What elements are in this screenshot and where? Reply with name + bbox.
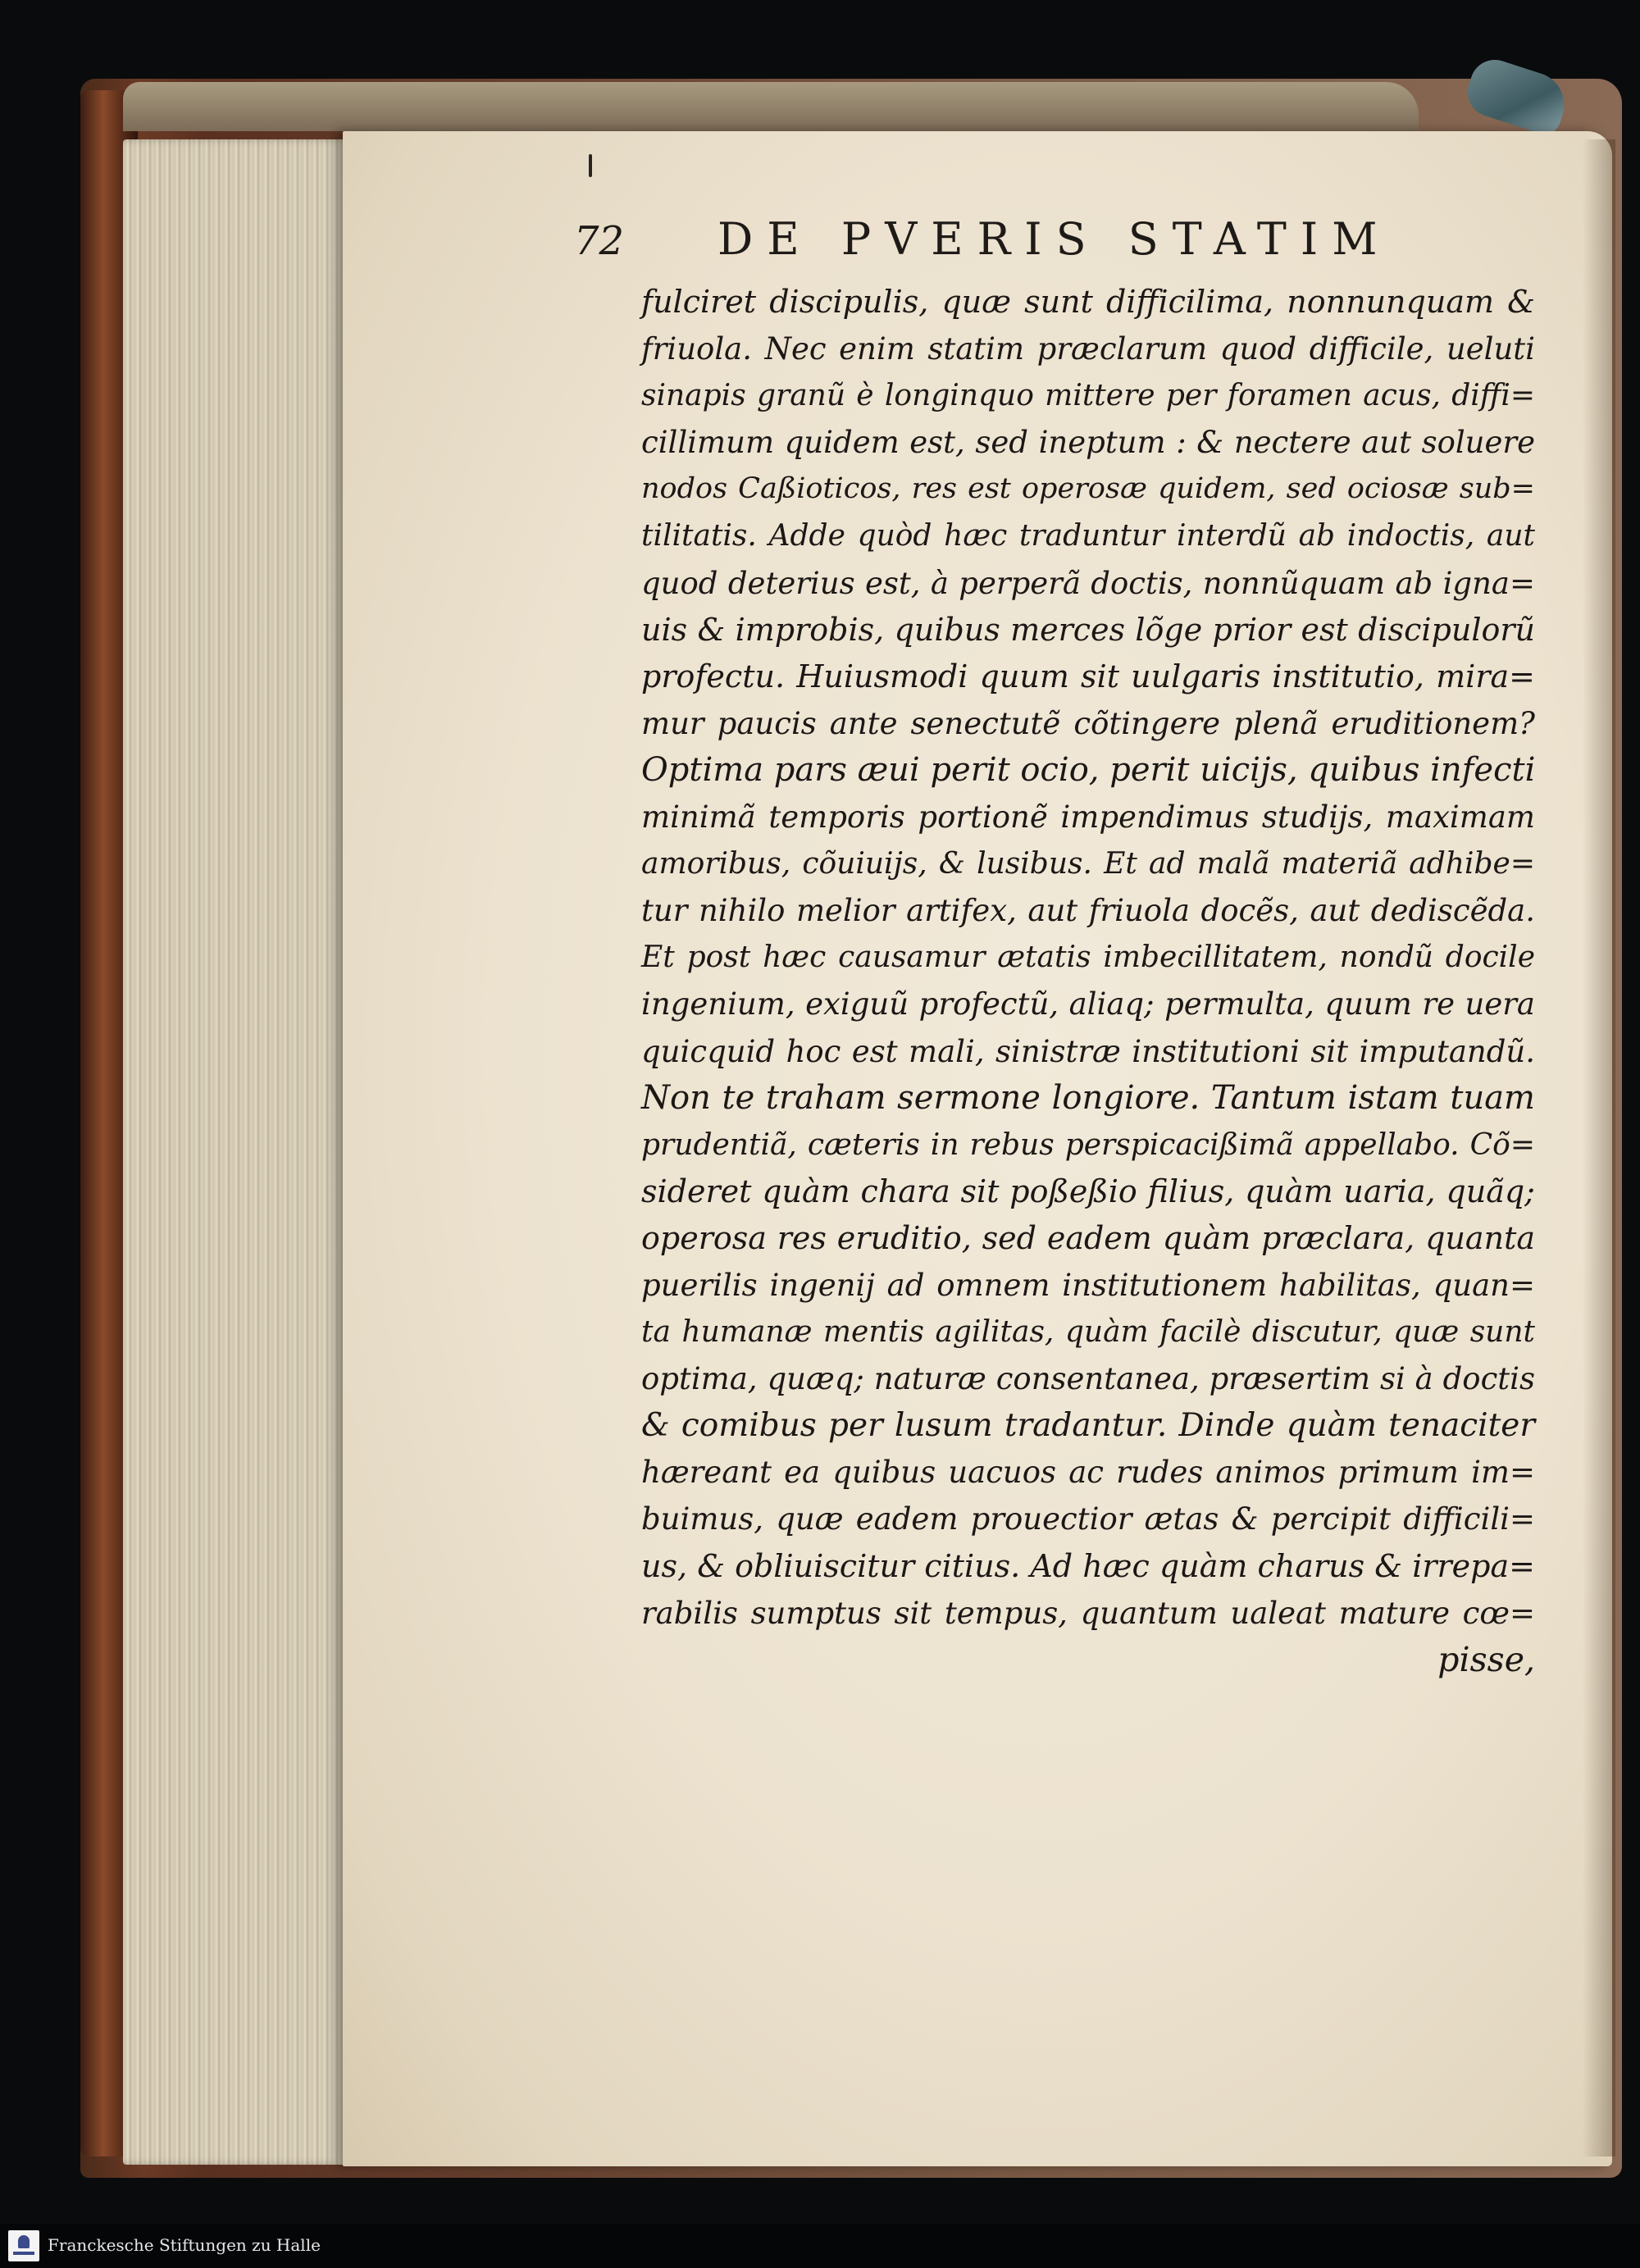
text-line: Optima pars æui perit ocio, perit uicijs, quibus infecti (641, 750, 1536, 789)
text-line: cillimum quidem est, sed ineptum : & nectere aut soluere (641, 425, 1535, 461)
text-line: rabilis sumptus sit tempus, quantum ualeat mature cœ= (641, 1595, 1535, 1631)
text-line: fulciret discipulis, quæ sunt difficilima, nonnunquam & (641, 284, 1535, 320)
text-line: buimus, quæ eadem prouectior ætas & percipit difficili= (641, 1501, 1535, 1537)
text-line: mur paucis ante senectutẽ cõtingere plenã eruditionem? (641, 705, 1535, 741)
institution-name: Franckesche Stiftungen zu Halle (48, 2235, 321, 2255)
text-line: profectu. Huiusmodi quum sit uulgaris institutio, mira= (641, 658, 1535, 695)
cover-top-edge (123, 82, 1419, 131)
text-line: ingenium, exiguũ profectũ, aliaq; permulta, quum re uera (641, 986, 1535, 1022)
running-head-title: DE PVERIS STATIM (718, 213, 1392, 265)
text-line: ta humanæ mentis agilitas, quàm facilè discutur, quæ sunt (641, 1315, 1535, 1350)
page-gutter-shadow (1583, 139, 1615, 2156)
text-line: tilitatis. Adde quòd hæc traduntur interdũ ab indoctis, aut (641, 519, 1535, 553)
text-line: prudentiã, cæteris in rebus perspicacißimã appellabo. Cõ= (641, 1127, 1535, 1162)
text-line: minimã temporis portionẽ impendimus studijs, maximam (641, 799, 1535, 836)
text-line: Et post hæc causamur ætatis imbecillitatem, nondũ docile (641, 940, 1535, 975)
text-line: hæreant ea quibus uacuos ac rudes animos primum im= (641, 1455, 1535, 1491)
text-line: optima, quæq; naturæ consentanea, præsertim si à doctis (641, 1361, 1535, 1397)
text-line: us, & obliuiscitur citius. Ad hæc quàm charus & irrepa= (641, 1547, 1535, 1584)
page-text (641, 279, 1535, 1683)
text-line: sideret quàm chara sit poßeßio filius, quàm uaria, quãq; (641, 1173, 1535, 1209)
text-line: Non te traham sermone longiore. Tantum istam tuam (641, 1078, 1535, 1117)
page-stack (123, 139, 369, 2165)
text-line: puerilis ingenij ad omnem institutionem habilitas, quan= (641, 1267, 1535, 1303)
text-line: operosa res eruditio, sed eadem quàm præclara, quanta (641, 1219, 1535, 1256)
text-line: quod deterius est, à perperã doctis, nonnũquam ab igna= (641, 565, 1535, 601)
institution-logo-icon (8, 2230, 39, 2261)
text-line: uis & improbis, quibus merces lõge prior est discipulorũ (641, 611, 1535, 648)
running-head (574, 213, 1558, 279)
text-line: sinapis granũ è longinquo mittere per foramen acus, diffi= (641, 379, 1535, 413)
text-line: amoribus, cõuiuijs, & lusibus. Et ad malã materiã adhibe= (641, 847, 1535, 881)
ink-mark (589, 154, 592, 177)
viewer-footer (0, 2224, 1640, 2268)
text-line: nodos Caßioticos, res est operosæ quidem, sed ociosæ sub= (641, 472, 1535, 506)
text-line: tur nihilo melior artifex, aut friuola docẽs, aut dediscẽda. (641, 893, 1535, 929)
text-line: quicquid hoc est mali, sinistræ institutioni sit imputandũ. (641, 1033, 1535, 1069)
text-line: & comibus per lusum tradantur. Dinde quàm tenaciter (641, 1407, 1535, 1445)
catchword: pisse, (1437, 1639, 1535, 1679)
text-line: friuola. Nec enim statim præclarum quod difficile, ueluti (641, 331, 1535, 367)
page-number: 72 (574, 218, 625, 264)
